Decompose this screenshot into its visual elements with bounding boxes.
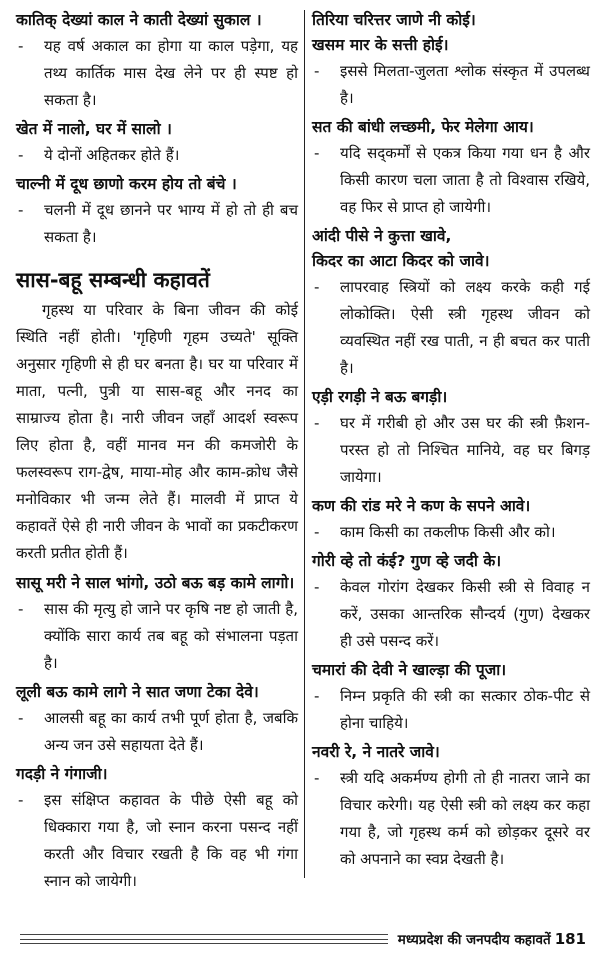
running-title: मध्यप्रदेश की जनपदीय कहावतें — [397, 932, 551, 948]
proverb-entry — [312, 658, 590, 737]
proverb-heading: आंदी पीसे ने कुत्ता खावे, — [312, 227, 452, 245]
section-paragraph: गृहस्थ या परिवार के बिना जीवन की कोई स्थिति नहीं होती। 'गृहिणी गृहम उच्यते' सूक्ति अनुसार गृहिणी से ही घर बनता है। घर या परिवार में माता, पत्नी, पुत्री या सास-बहू और ननद का साम्राज्य होता है। नारी जीवन जहाँ आदर्श स्वरूप लिए होता है, वहीं मानव मन की कमजोरी के फलस्वरूप राग-द्वेष, माया-मोह और काम-क्रोध जैसे मनोविकार भी जन्म लेते हैं। मालवी में प्राप्त ये कहावतें ऐसे ही नारी जीवन के भावों का प्रकटीकरण करती प्रतीत होती हैं। — [16, 301, 298, 562]
proverb-heading: कातिक् देख्यां काल ने काती देख्यां सुकाल । — [16, 11, 262, 29]
dash-bullet: - — [314, 523, 320, 541]
proverb-heading: तिरिया चरित्तर जाणे नी कोई। — [312, 11, 476, 29]
proverb-entry — [16, 172, 298, 251]
section-title: सास-बहू सम्बन्धी कहावतें — [16, 268, 210, 292]
proverb-explanation — [16, 596, 298, 677]
proverb-heading-line2: खसम मार के सत्ती होई। — [312, 36, 449, 54]
explanation-text: निम्न प्रकृति की स्त्री का सत्कार ठोक-पीट से होना चाहिये। — [340, 687, 590, 732]
dash-bullet: - — [314, 278, 320, 296]
dash-bullet: - — [314, 578, 320, 596]
proverb-entry — [312, 8, 590, 112]
proverb-entry — [16, 571, 298, 677]
right-entries — [312, 8, 590, 873]
left-entries-bottom — [16, 571, 298, 895]
explanation-text: इससे मिलता-जुलता श्लोक संस्कृत में उपलब्ध है। — [340, 62, 590, 107]
explanation-text: चलनी में दूध छानने पर भाग्य में हो तो ही बच सकता है। — [44, 201, 298, 246]
proverb-explanation — [312, 274, 590, 382]
proverb-heading: चाल्नी में दूध छाणो करम होय तो बंचे । — [16, 175, 237, 193]
dash-bullet: - — [314, 414, 320, 432]
proverb-heading: लूली बऊ कामे लागे ने सात जणा टेका देवे। — [16, 683, 259, 701]
left-column — [16, 8, 298, 890]
left-entries-top — [16, 8, 298, 251]
proverb-entry — [16, 8, 298, 114]
proverb-entry — [312, 740, 590, 873]
proverb-entry — [16, 762, 298, 895]
proverb-entry — [312, 385, 590, 491]
proverb-heading: गोरी व्हे तो कंई? गुण व्हे जदी के। — [312, 552, 502, 570]
explanation-text: काम किसी का तकलीफ किसी और को। — [340, 523, 556, 541]
explanation-text: इस संक्षिप्त कहावत के पीछे ऐसी बहू को धिक्कारा गया है, जो स्नान करना पसन्द नहीं करती और विचार रखती है कि वह भी गंगा स्नान को जायेगी। — [44, 791, 298, 890]
explanation-text: ये दोनों अहितकर होते हैं। — [44, 146, 180, 164]
explanation-text: सास की मृत्यु हो जाने पर कृषि नष्ट हो जाती है, क्योंकि सारा कार्य तब बहू को संभालना पड़ता है। — [44, 600, 298, 672]
dash-bullet: - — [18, 600, 24, 618]
proverb-heading-line2: किदर का आटा किदर को जावे। — [312, 252, 490, 270]
proverb-entry — [312, 494, 590, 546]
page-number: 181 — [554, 930, 586, 948]
proverb-entry — [312, 549, 590, 655]
proverb-heading: सासू मरी ने साल भांगो, उठो बऊ बड़ कामे लागो। — [16, 574, 295, 592]
page-footer — [20, 926, 586, 952]
explanation-text: आलसी बहू का कार्य तभी पूर्ण होता है, जबकि अन्य जन उसे सहायता देते हैं। — [44, 709, 298, 754]
proverb-explanation — [312, 140, 590, 221]
dash-bullet: - — [18, 201, 24, 219]
explanation-text: घर में गरीबी हो और उस घर की स्त्री फ़ैशन-परस्त हो तो निश्चित मानिये, वह घर बिगड़ जायेगा। — [340, 414, 590, 486]
proverb-explanation — [312, 683, 590, 737]
proverb-explanation — [16, 705, 298, 759]
proverb-entry — [312, 224, 590, 382]
footer-rule-lines — [20, 934, 388, 944]
proverb-explanation — [16, 787, 298, 895]
proverb-heading: गदड़ी ने गंगाजी। — [16, 765, 108, 783]
proverb-explanation — [312, 574, 590, 655]
proverb-heading: सत की बांधी लच्छमी, फेर मेलेगा आय। — [312, 118, 534, 136]
proverb-heading: एड़ी रगड़ी ने बऊ बगड़ी। — [312, 388, 448, 406]
proverb-heading: चमारां की देवी ने खाल्ड़ा की पूजा। — [312, 661, 507, 679]
proverb-entry — [312, 115, 590, 221]
proverb-explanation — [16, 197, 298, 251]
dash-bullet: - — [18, 709, 24, 727]
dash-bullet: - — [314, 62, 320, 80]
explanation-text: लापरवाह स्त्रियों को लक्ष्य करके कही गई लोकोक्ति। ऐसी स्त्री गृहस्थ जीवन को व्यवस्थित नहीं रख पाती, न ही बचत कर पाती है। — [340, 278, 590, 377]
explanation-text: यह वर्ष अकाल का होगा या काल पड़ेगा, यह तथ्य कार्तिक मास देख लेने पर ही स्पष्ट हो सकता है। — [44, 37, 298, 109]
proverb-heading: कण की रांड मरे ने कण के सपने आवे। — [312, 497, 531, 515]
dash-bullet: - — [314, 769, 320, 787]
proverb-explanation — [312, 58, 590, 112]
proverb-explanation — [312, 765, 590, 873]
explanation-text: स्त्री यदि अकर्मण्य होगी तो ही नातरा जाने का विचार करेगी। यह ऐसी स्त्री को लक्ष्य कर कहा गया है, जो गृहस्थ कर्म को छोड़कर दूसरे वर को अपनाने का स्वप्न देखती है। — [340, 769, 590, 868]
dash-bullet: - — [314, 144, 320, 162]
dash-bullet: - — [18, 146, 24, 164]
dash-bullet: - — [18, 791, 24, 809]
right-column — [312, 8, 590, 880]
dash-bullet: - — [18, 37, 24, 55]
dash-bullet: - — [314, 687, 320, 705]
proverb-entry — [16, 680, 298, 759]
proverb-entry — [16, 117, 298, 169]
proverb-heading: खेत में नालो, घर में सालो । — [16, 120, 172, 138]
proverb-explanation — [312, 519, 590, 546]
proverb-explanation — [16, 33, 298, 114]
explanation-text: केवल गोरांग देखकर किसी स्त्री से विवाह न करें, उसका आन्तरिक सौन्दर्य (गुण) देखकर ही उसे पसन्द करें। — [340, 578, 590, 650]
column-divider — [304, 10, 305, 878]
proverb-explanation — [16, 142, 298, 169]
proverb-explanation — [312, 410, 590, 491]
proverb-heading: नवरी रे, ने नातरे जावे। — [312, 743, 440, 761]
explanation-text: यदि सद्कर्मों से एकत्र किया गया धन है और किसी कारण चला जाता है तो विश्वास रखिये, वह फिर से प्राप्त हो जायेगी। — [340, 144, 590, 216]
